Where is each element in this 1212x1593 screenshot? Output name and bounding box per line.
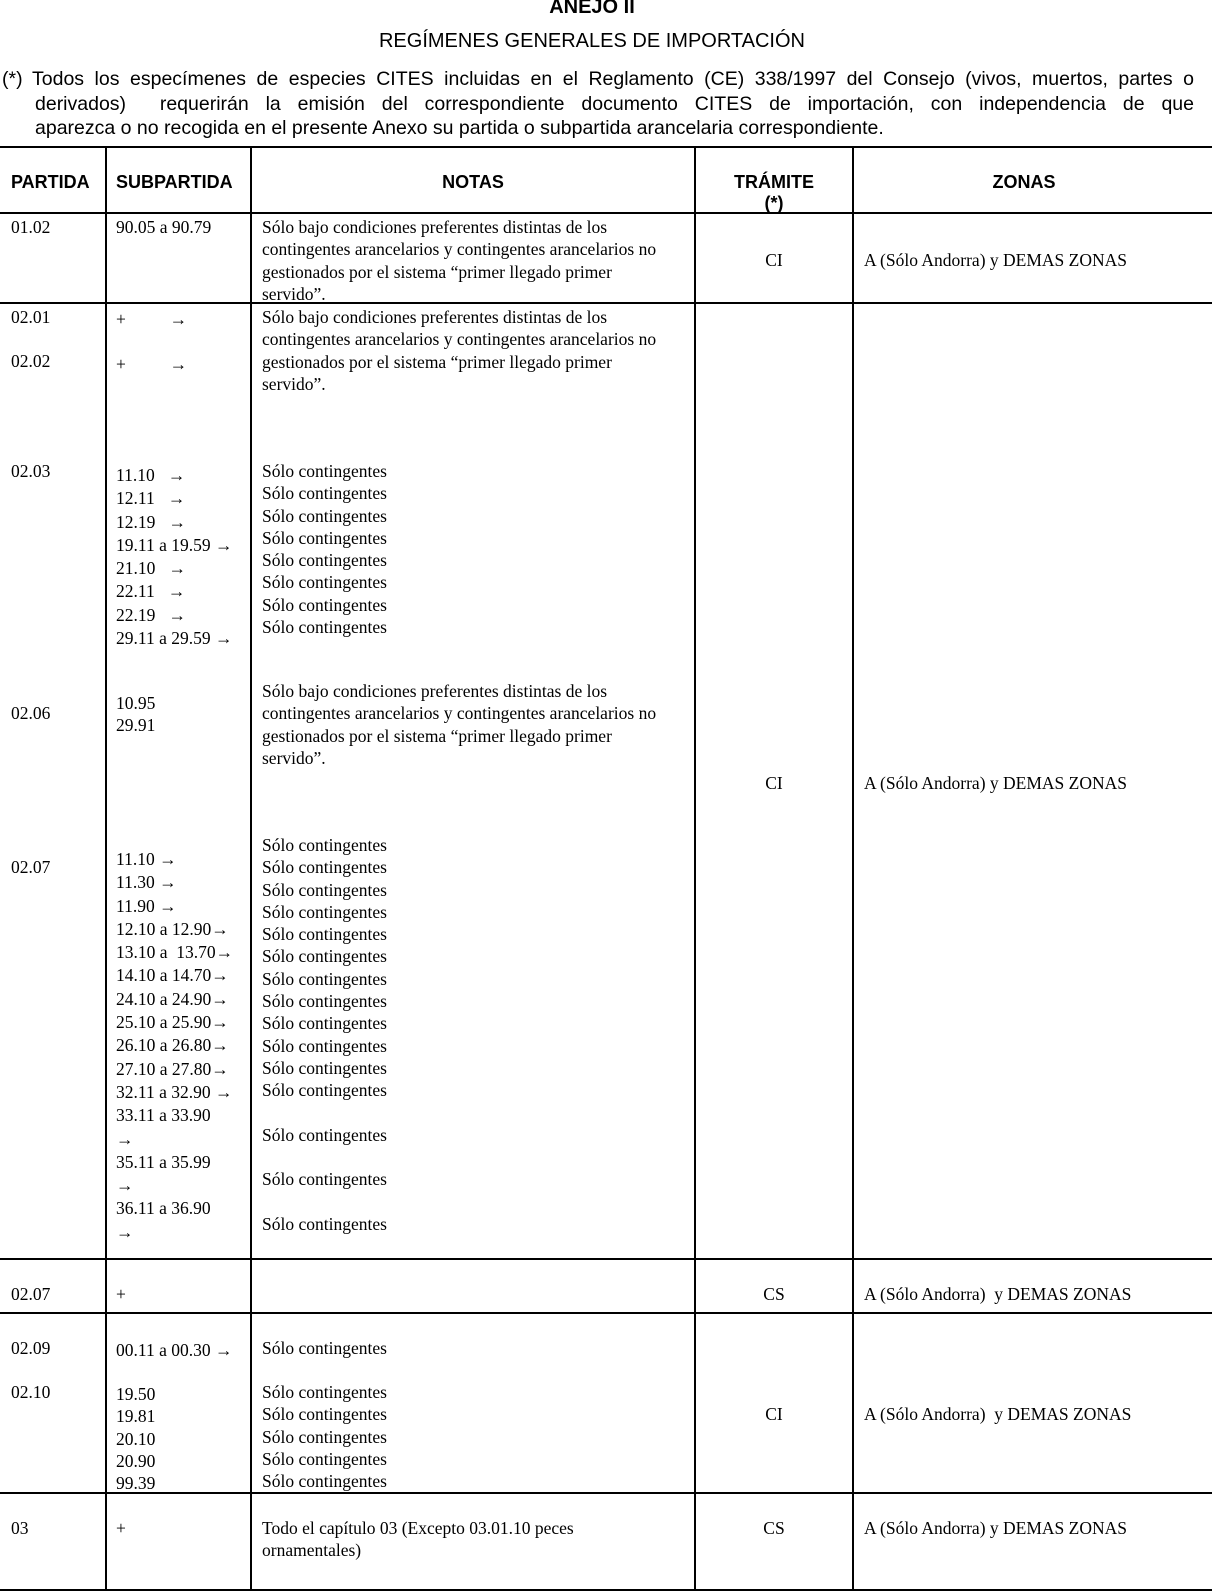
cell-tramite: CS — [763, 1518, 785, 1538]
table-rule-header — [0, 212, 1212, 214]
cell-partida: 02.03 — [11, 461, 51, 481]
cell-partida: 02.10 — [11, 1382, 51, 1402]
cell-subpartida: 11.10 → 11.30 → 11.90 → 12.10 a 12.90→ 13.10 a 13.70→ 14.10 a 14.70→ 24.10 a 24.90→ 25.10 a 25.90→ 26.10 a 26.80→ 27.10 a 27.80→ 32.11 a 32.90 → 33.11 a 33.90 → 35.11 a 35.99 → 36.11 a 36.90 → — [116, 849, 234, 1242]
cell-notas: Sólo bajo condiciones preferentes distintas de los contingentes arancelarios y contingentes arancelarios no gestionados por el sistema “primer llegado primer servido”. — [262, 217, 657, 304]
cell-partida: 02.06 — [11, 703, 51, 723]
cell-zonas: A (Sólo Andorra) y DEMAS ZONAS — [864, 1518, 1127, 1538]
col-divider-2 — [250, 148, 252, 1591]
table-rule-top — [0, 146, 1212, 148]
col-divider-3 — [694, 148, 696, 1591]
table-rule-bottom — [0, 1589, 1212, 1591]
cell-subpartida: 19.50 19.81 20.10 20.90 99.39 — [116, 1384, 156, 1494]
cell-subpartida: + — [116, 1284, 126, 1304]
table-rule-row2 — [0, 1258, 1212, 1260]
cell-zonas: A (Sólo Andorra) y DEMAS ZONAS — [864, 250, 1127, 270]
cell-partida: 02.02 — [11, 351, 51, 371]
header-zonas: ZONAS — [992, 172, 1056, 192]
table-rule-row4 — [0, 1492, 1212, 1494]
header-subpartida: SUBPARTIDA — [116, 172, 233, 192]
note-line-2: derivados) requerirán la emisión del correspondiente documento CITES de importación, con independencia de que — [35, 92, 1194, 115]
cell-notas: Sólo bajo condiciones preferentes distintas de los contingentes arancelarios y contingentes arancelarios no gestionados por el sistema “primer llegado primer servido”. — [262, 307, 657, 394]
note-line-3: aparezca o no recogida en el presente Anexo su partida o subpartida arancelaria correspondiente. — [35, 117, 884, 139]
cell-notas: Sólo contingentes Sólo contingentes Sólo contingentes Sólo contingentes Sólo contingentes Sólo contingentes Sólo contingentes Sólo contingentes — [262, 461, 387, 638]
cell-partida: 01.02 — [11, 217, 51, 237]
cell-tramite: CS — [763, 1284, 785, 1304]
cell-subpartida: 00.11 a 00.30 → — [116, 1340, 233, 1360]
cell-zonas: A (Sólo Andorra) y DEMAS ZONAS — [864, 1404, 1132, 1424]
cell-subpartida: 90.05 a 90.79 — [116, 217, 212, 237]
cell-subpartida: 10.95 29.91 — [116, 693, 156, 736]
cell-zonas: A (Sólo Andorra) y DEMAS ZONAS — [864, 773, 1127, 793]
col-divider-1 — [105, 148, 107, 1591]
annex-subtitle: REGÍMENES GENERALES DE IMPORTACIÓN — [378, 30, 805, 52]
cell-partida: 02.01 — [11, 307, 51, 327]
cell-zonas: A (Sólo Andorra) y DEMAS ZONAS — [864, 1284, 1132, 1304]
cell-tramite: CI — [765, 773, 783, 793]
cell-partida: 02.09 — [11, 1338, 51, 1358]
cell-notas: Todo el capítulo 03 (Excepto 03.01.10 peces ornamentales) — [262, 1518, 574, 1561]
cell-subpartida: + — [116, 1518, 126, 1538]
cell-notas: Sólo contingentes — [262, 1338, 387, 1358]
cell-notas: Sólo contingentes Sólo contingentes Sólo contingentes Sólo contingentes Sólo contingentes Sólo contingentes Sólo contingentes Sólo contingentes Sólo contingentes Sólo contingentes Sólo contingentes Sólo contingentes Sólo contingentes Sólo contingentes Sólo contingentes — [262, 835, 387, 1235]
cell-subpartida: 11.10 → 12.11 → 12.19 → 19.11 a 19.59 → 21.10 → 22.11 → 22.19 → 29.11 a 29.59 → — [116, 465, 233, 649]
cell-partida: 02.07 — [11, 857, 51, 877]
note-marker: (*) — [2, 68, 23, 90]
table-rule-row3 — [0, 1312, 1212, 1314]
cites-note — [0, 67, 1194, 141]
header-notas: NOTAS — [442, 172, 504, 192]
cell-notas: Sólo contingentes Sólo contingentes Sólo contingentes Sólo contingentes Sólo contingentes — [262, 1382, 387, 1492]
cell-partida: 03 — [11, 1518, 29, 1538]
cell-notas: Sólo bajo condiciones preferentes distintas de los contingentes arancelarios y contingentes arancelarios no gestionados por el sistema “primer llegado primer servido”. — [262, 681, 657, 768]
note-line-1: Todos los especímenes de especies CITES incluidas en el Reglamento (CE) 338/1997 del Consejo (vivos, muertos, partes o — [32, 68, 1194, 90]
annex-title: ANEJO II — [549, 0, 635, 18]
cell-subpartida: + → — [116, 354, 188, 374]
col-divider-4 — [852, 148, 854, 1591]
cell-subpartida: + → — [116, 309, 188, 329]
header-tramite: TRÁMITE (*) — [734, 172, 814, 213]
cell-partida: 02.07 — [11, 1284, 51, 1304]
cell-tramite: CI — [765, 1404, 783, 1424]
header-partida: PARTIDA — [11, 172, 90, 192]
cell-tramite: CI — [765, 250, 783, 270]
